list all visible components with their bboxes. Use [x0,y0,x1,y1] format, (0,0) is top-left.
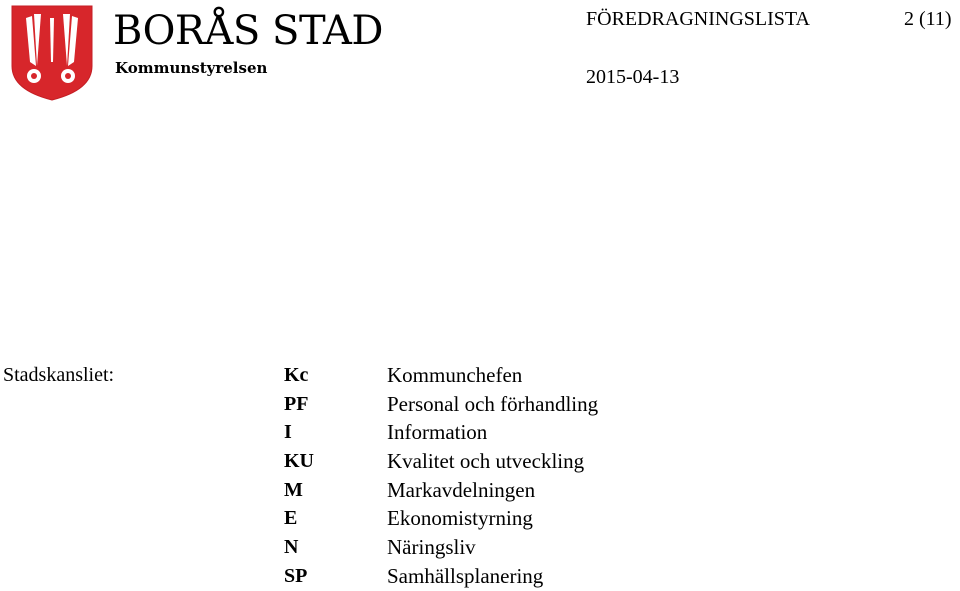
document-type: FÖREDRAGNINGSLISTA [586,8,810,30]
unit-code: I [284,421,292,444]
org-subtitle: Kommunstyrelsen [115,59,268,77]
unit-name: Personal och förhandling [387,391,599,416]
document-date: 2015-04-13 [586,66,680,88]
coat-of-arms-icon [10,4,94,102]
unit-name: Näringsliv [387,535,476,560]
section-label: Stadskansliet: [3,364,115,386]
unit-code: KU [284,450,314,473]
org-name: BORÅS STAD [113,8,383,54]
page-number: 2 (11) [904,8,952,30]
unit-name: Kommunchefen [387,363,523,387]
unit-code: N [284,536,299,559]
unit-name: Information [387,420,488,445]
unit-name: Ekonomistyrning [387,506,533,531]
unit-code: Kc [284,364,309,386]
unit-code: E [284,507,298,530]
unit-code: M [284,478,303,501]
unit-name: Kvalitet och utveckling [387,449,585,474]
unit-code: SP [284,564,308,587]
unit-name: Samhällsplanering [387,563,544,588]
unit-name: Markavdelningen [387,477,536,502]
unit-code: PF [284,392,309,415]
